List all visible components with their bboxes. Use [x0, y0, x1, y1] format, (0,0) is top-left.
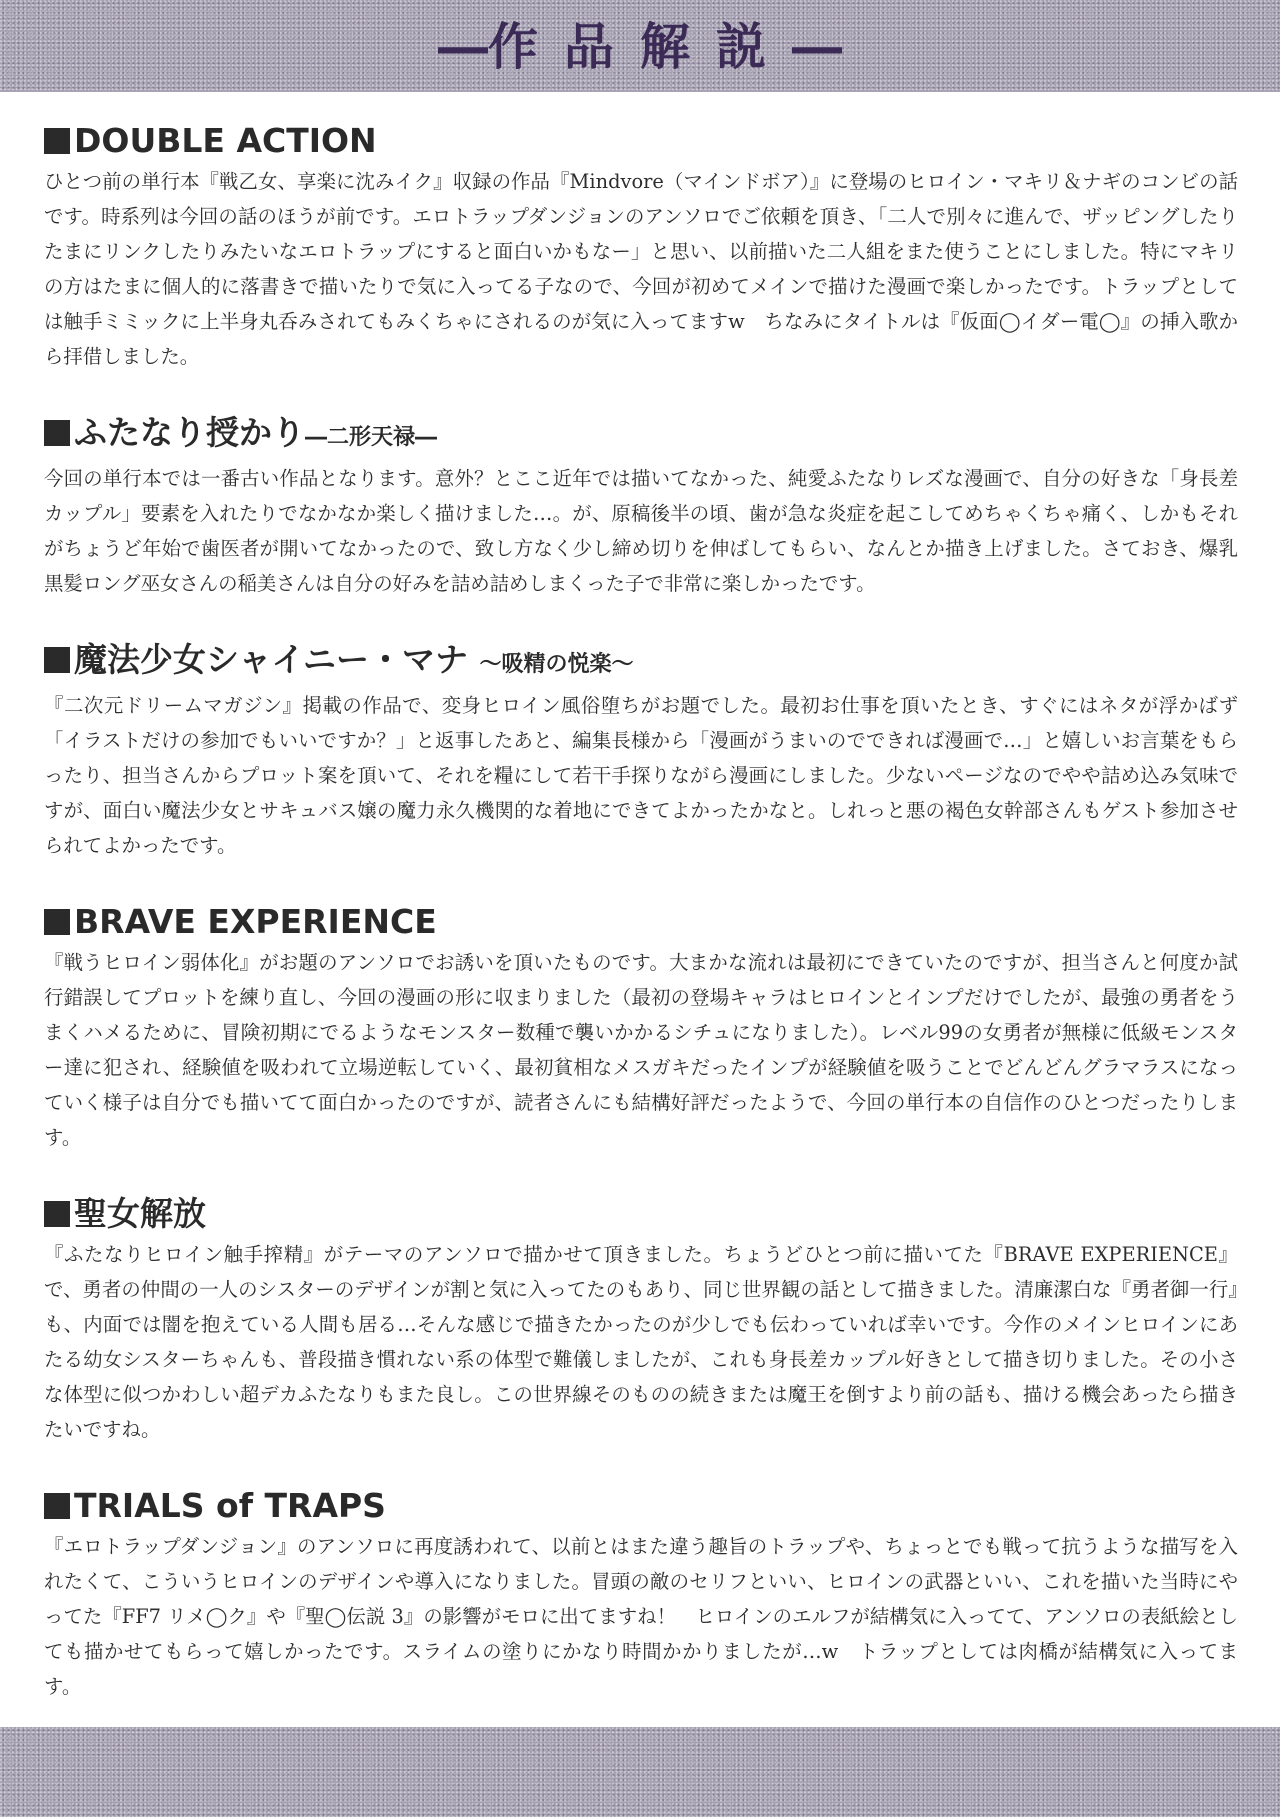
- section-title-text: BRAVE EXPERIENCE: [74, 902, 437, 941]
- square-bullet-icon: [44, 1201, 70, 1227]
- section-body: 『二次元ドリームマガジン』掲載の作品で、変身ヒロイン風俗堕ちがお題でした。最初お仕事を頂いたとき、すぐにはネタが浮かばず「イラストだけの参加でもいいですか？」と返事したあと、編集長様から「漫画がうまいのでできれば漫画で…」と嬉しいお言葉をもらったり、担当さんからプロット案を頂いて、それを糧にして若干手探りながら漫画にしました。少ないページなのでやや詰め込み気味ですが、面白い魔法少女とサキュバス嬢の魔力永久機関的な着地にできてよかったかなと。しれっと悪の褐色女幹部さんもゲスト参加させられてよかったです。: [44, 694, 1238, 857]
- section-title: [44, 120, 1238, 162]
- title-dash-right: ―: [792, 18, 842, 76]
- section-brave-experience: [44, 901, 1238, 1155]
- title-dash-left: ―: [438, 18, 488, 76]
- section-title: [44, 639, 1238, 686]
- section-body: 『ふたなりヒロイン触手搾精』がテーマのアンソロで描かせて頂きました。ちょうどひとつ前に描いてた『BRAVE EXPERIENCE』で、勇者の仲間の一人のシスターのデザインが割と気に入ってたのもあり、同じ世界観の話として描きました。清廉潔白な『勇者御一行』も、内面では闇を抱えている人間も居る…そんな感じで描きたかったのが少しでも伝わっていれば幸いです。今作のメインヒロインにあたる幼女シスターちゃんも、普段描き慣れない系の体型で難儀しましたが、これも身長差カップル好きとして描き切りました。その小さな体型に似つかわしい超デカふたなりもまた良し。この世界線そのものの続きまたは魔王を倒すより前の話も、描ける機会あったら描きたいですね。: [44, 1243, 1238, 1441]
- section-title-text: 聖女解放: [74, 1194, 206, 1233]
- section-title-text: DOUBLE ACTION: [74, 121, 377, 160]
- section-subtitle: ～吸精の悦楽～: [479, 652, 634, 677]
- section-body: 『エロトラップダンジョン』のアンソロに再度誘われて、以前とはまた違う趣旨のトラップや、ちょっとでも戦って抗うような描写を入れたくて、こういうヒロインのデザインや導入になりました。冒頭の敵のセリフといい、ヒロインの武器といい、これを描いた当時にやってた『FF7 リメ◯ク』や『聖◯伝説 3』の影響がモロに出てますね！ ヒロインのエルフが結構気に入ってて、アンソロの表紙絵としても描かせてもらって嬉しかったです。スライムの塗りにかなり時間かかりましたが…w トラップとしては肉橋が結構気に入ってます。: [44, 1535, 1238, 1698]
- section-body: 今回の単行本では一番古い作品となります。意外？とここ近年では描いてなかった、純愛ふたなりレズな漫画で、自分の好きな「身長差カップル」要素を入れたりでなかなか楽しく描けました…。が、原稿後半の頃、歯が急な炎症を起こしてめちゃくちゃ痛く、しかもそれがちょうど年始で歯医者が開いてなかったので、致し方なく少し締め切りを伸ばしてもらい、なんとか描き上げました。さておき、爆乳黒髪ロング巫女さんの稲美さんは自分の好みを詰め詰めしまくった子で非常に楽しかったです。: [44, 467, 1238, 595]
- section-title: [44, 1193, 1238, 1235]
- section-subtitle: ―二形天禄―: [305, 425, 438, 450]
- section-title-text: ふたなり授かり: [74, 413, 305, 452]
- section-title: [44, 1485, 1238, 1527]
- section-title: [44, 901, 1238, 943]
- section-futanari-sazukari: [44, 412, 1238, 601]
- square-bullet-icon: [44, 647, 70, 673]
- square-bullet-icon: [44, 909, 70, 935]
- square-bullet-icon: [44, 420, 70, 446]
- square-bullet-icon: [44, 1493, 70, 1519]
- section-title-text: 魔法少女シャイニー・マナ: [74, 640, 469, 679]
- commentary-content: [44, 120, 1238, 1742]
- section-shiny-mana: [44, 639, 1238, 863]
- section-title: [44, 412, 1238, 459]
- section-body: ひとつ前の単行本『戦乙女、享楽に沈みイク』収録の作品『Mindvore（マインドボア）』に登場のヒロイン・マキリ＆ナギのコンビの話です。時系列は今回の話のほうが前です。エロトラップダンジョンのアンソロでご依頼を頂き、「二人で別々に進んで、ザッピングしたりたまにリンクしたりみたいなエロトラップにすると面白いかもなー」と思い、以前描いた二人組をまた使うことにしました。特にマキリの方はたまに個人的に落書きで描いたりで気に入ってる子なので、今回が初めてメインで描けた漫画で楽しかったです。トラップとしては触手ミミックに上半身丸呑みされてもみくちゃにされるのが気に入ってますw ちなみにタイトルは『仮面◯イダー電◯』の挿入歌から拝借しました。: [44, 170, 1238, 368]
- section-trials-of-traps: [44, 1485, 1238, 1704]
- page-title-text: 作品解説: [488, 18, 792, 76]
- section-title-text: TRIALS of TRAPS: [74, 1486, 386, 1525]
- square-bullet-icon: [44, 128, 70, 154]
- footer-band: [0, 1727, 1280, 1817]
- section-seijo-kaihou: [44, 1193, 1238, 1447]
- page-title: [0, 14, 1280, 80]
- section-double-action: [44, 120, 1238, 374]
- header-band: [0, 0, 1280, 92]
- section-body: 『戦うヒロイン弱体化』がお題のアンソロでお誘いを頂いたものです。大まかな流れは最初にできていたのですが、担当さんと何度か試行錯誤してプロットを練り直し、今回の漫画の形に収まりました（最初の登場キャラはヒロインとインプだけでしたが、最強の勇者をうまくハメるために、冒険初期にでるようなモンスター数種で襲いかかるシチュになりました）。レベル99の女勇者が無様に低級モンスター達に犯され、経験値を吸われて立場逆転していく、最初貧相なメスガキだったインプが経験値を吸うことでどんどんグラマラスになっていく様子は自分でも描いてて面白かったのですが、読者さんにも結構好評だったようで、今回の単行本の自信作のひとつだったりします。: [44, 951, 1238, 1149]
